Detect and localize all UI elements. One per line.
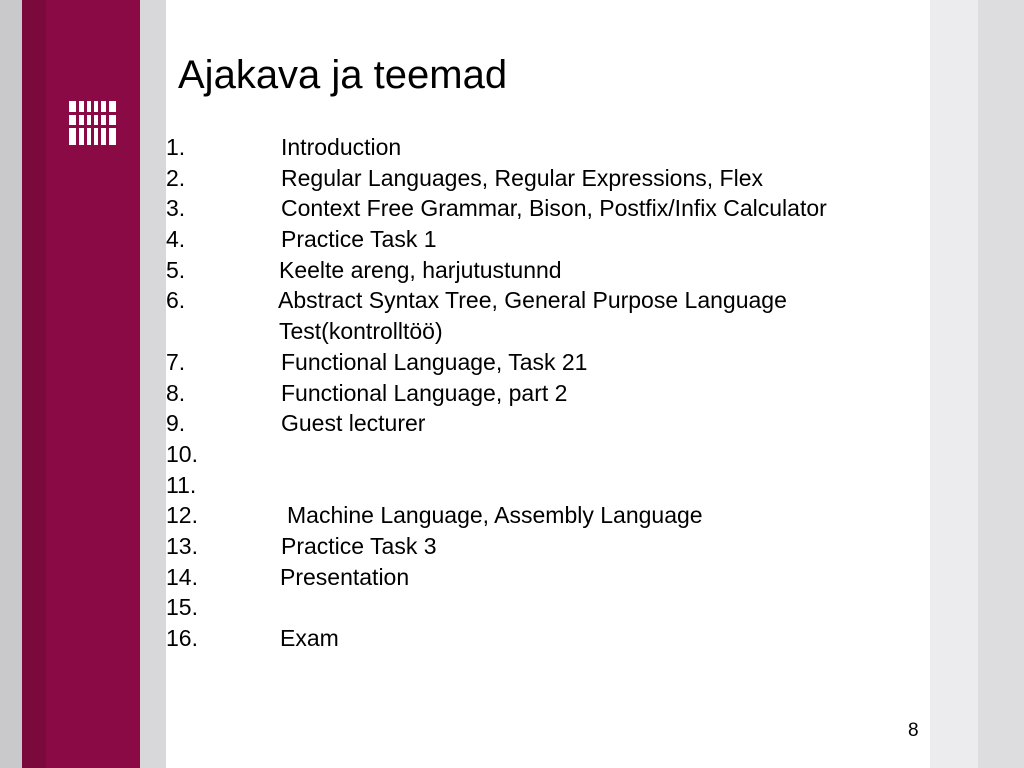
agenda-item-number: 3. [166,195,186,222]
agenda-item-text: Functional Language, Task 21 [281,348,588,375]
university-logo-icon [69,99,117,147]
agenda-item-text: Functional Language, part 2 [281,379,568,406]
agenda-item-text: Abstract Syntax Tree, General Purpose Language [278,287,787,314]
agenda-item-text: Machine Language, Assembly Language [287,502,703,529]
agenda-item-text: Practice Task 1 [281,226,437,253]
agenda-item-number: 5. [166,256,186,283]
agenda-item-number: 14. [166,563,198,590]
right-light-stripe [930,0,978,768]
agenda-item-number: 13. [166,532,198,559]
agenda-item-number: 1. [166,134,186,160]
page-number: 8 [908,720,919,741]
light-gray-stripe [140,0,166,768]
agenda-item-text: Practice Task 3 [281,532,437,559]
agenda-item-number: 2. [166,164,186,191]
agenda-item-text: Guest lecturer [281,410,426,437]
agenda-item-text: Context Free Grammar, Bison, Postfix/Infix Calculator [281,195,827,222]
left-gray-stripe [0,0,22,768]
agenda-item-number: 10. [166,440,198,467]
agenda-item-number: 12. [166,502,198,529]
agenda-item-number: 6. [166,287,186,314]
agenda-item-number: 9. [166,410,186,437]
agenda-item-number: 15. [166,594,198,621]
dark-maroon-stripe [22,0,46,768]
slide-title: Ajakava ja teemad [178,53,508,97]
agenda-item-number: 8. [166,379,186,406]
agenda-item-text: Test(kontrolltöö) [279,318,443,345]
agenda-item-text: Presentation [280,563,410,590]
agenda-item-text: Keelte areng, harjutustunnd [279,256,562,283]
agenda-item-number: 16. [166,625,198,651]
agenda-item-number: 4. [166,226,186,253]
agenda-item-text: Introduction [281,134,402,160]
agenda-item-text: Exam [280,625,339,651]
right-gray-stripe [978,0,1024,768]
agenda-item-text: Regular Languages, Regular Expressions, Flex [281,164,763,191]
agenda-item-number: 11. [166,471,197,498]
agenda-item-number: 7. [166,348,186,375]
